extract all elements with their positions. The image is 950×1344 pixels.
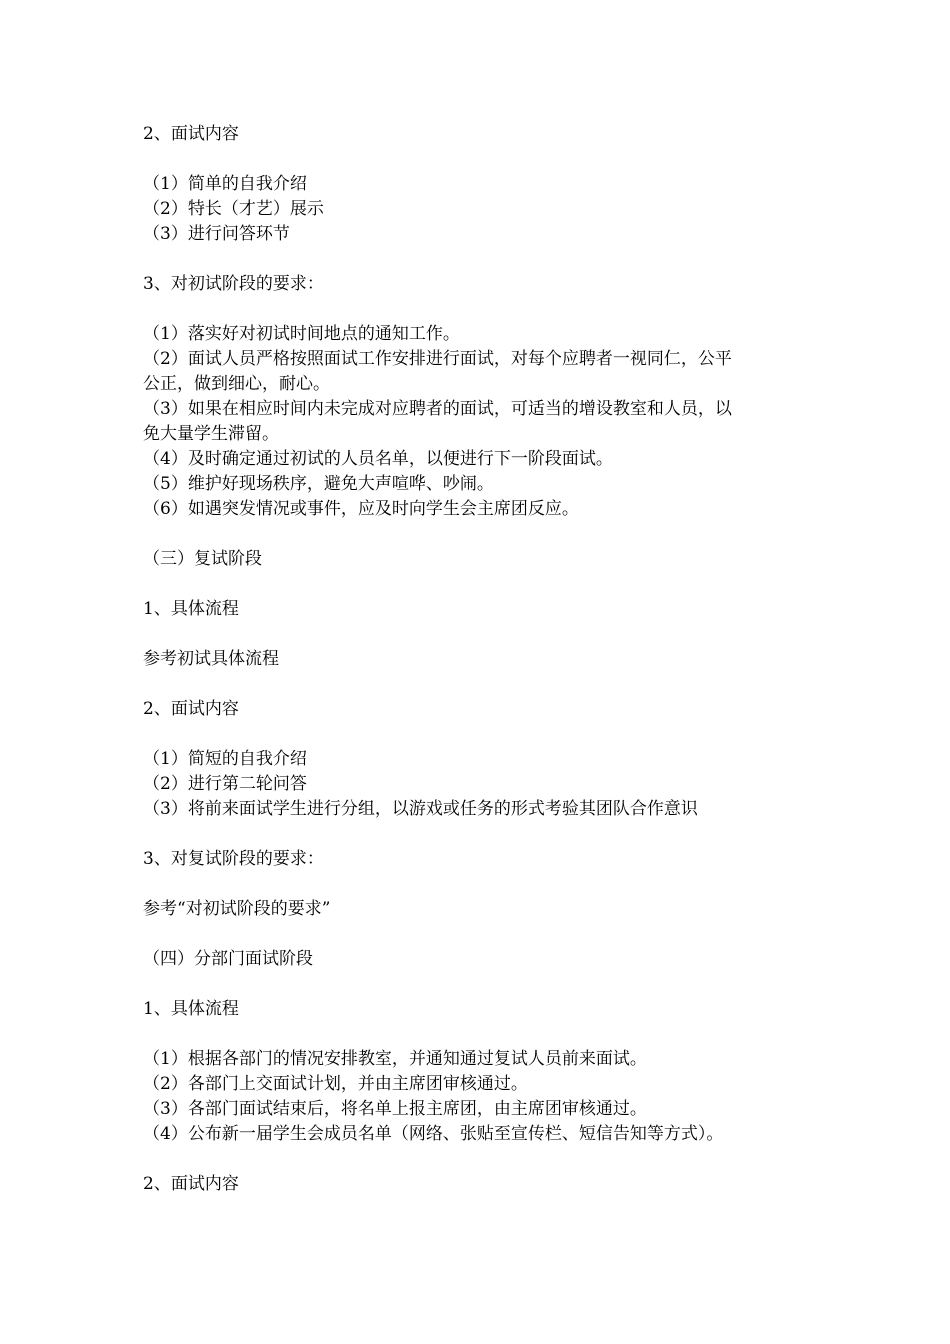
list-item-continuation: 公正，做到细心，耐心。 [143, 374, 330, 394]
section-heading: 2、面试内容 [143, 124, 239, 144]
section-heading: 1、具体流程 [143, 999, 239, 1019]
list-item: （3）进行问答环节 [143, 224, 290, 244]
initial-requirements-list [143, 322, 813, 522]
list-item: （2）进行第二轮问答 [143, 774, 307, 794]
department-process-list [143, 1047, 813, 1147]
body-paragraph: 参考“对初试阶段的要求” [143, 899, 331, 919]
retest-content-list [143, 747, 813, 822]
list-item: （1）根据各部门的情况安排教室，并通知通过复试人员前来面试。 [143, 1049, 647, 1069]
list-item: （1）落实好对初试时间地点的通知工作。 [143, 324, 460, 344]
list-item: （5）维护好现场秩序，避免大声喧哗、吵闹。 [143, 474, 494, 494]
section-heading: （四）分部门面试阶段 [143, 949, 313, 969]
list-item: （1）简短的自我介绍 [143, 749, 307, 769]
list-item: （4）公布新一届学生会成员名单（网络、张贴至宣传栏、短信告知等方式）。 [143, 1124, 724, 1144]
section-heading: 2、面试内容 [143, 1174, 239, 1194]
list-item: （3）各部门面试结束后，将名单上报主席团，由主席团审核通过。 [143, 1099, 647, 1119]
list-item: （3）如果在相应时间内未完成对应聘者的面试，可适当的增设教室和人员，以 [143, 399, 732, 419]
section-heading: 2、面试内容 [143, 699, 239, 719]
interview-content-list [143, 172, 813, 247]
body-paragraph: 参考初试具体流程 [143, 649, 279, 669]
section-heading: （三）复试阶段 [143, 549, 262, 569]
document-page [143, 122, 813, 1197]
list-item: （2）各部门上交面试计划，并由主席团审核通过。 [143, 1074, 528, 1094]
section-heading: 3、对初试阶段的要求： [143, 274, 324, 294]
list-item: （6）如遇突发情况或事件，应及时向学生会主席团反应。 [143, 499, 579, 519]
list-item: （3）将前来面试学生进行分组，以游戏或任务的形式考验其团队合作意识 [143, 799, 698, 819]
list-item: （2）特长（才艺）展示 [143, 199, 324, 219]
section-heading: 1、具体流程 [143, 599, 239, 619]
list-item: （2）面试人员严格按照面试工作安排进行面试，对每个应聘者一视同仁，公平 [143, 349, 732, 369]
section-heading: 3、对复试阶段的要求： [143, 849, 324, 869]
list-item: （1）简单的自我介绍 [143, 174, 307, 194]
list-item-continuation: 免大量学生滞留。 [143, 424, 279, 444]
list-item: （4）及时确定通过初试的人员名单，以便进行下一阶段面试。 [143, 449, 613, 469]
